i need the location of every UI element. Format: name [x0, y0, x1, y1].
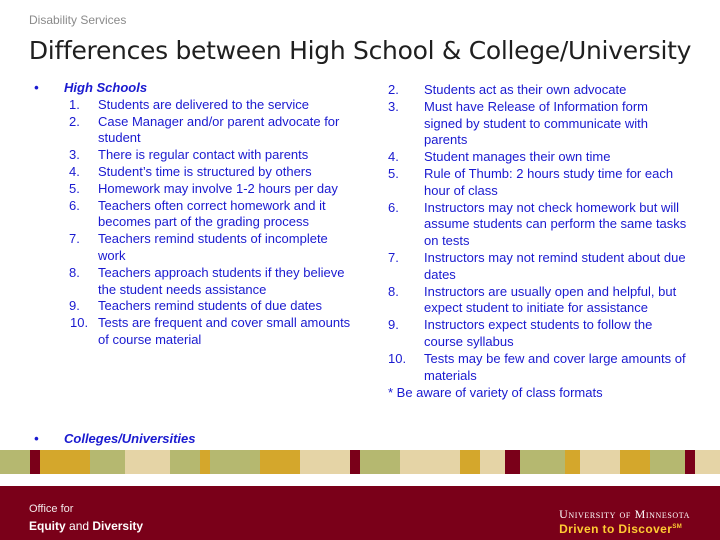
item-number: 2.	[388, 82, 399, 97]
band-segment	[125, 450, 170, 474]
university-name: University of Minnesota	[559, 507, 690, 521]
item-text: Must have Release of Information form signed by student to communicate with parents	[424, 98, 649, 148]
item-text: Case Manager and/or parent advocate for student	[98, 113, 340, 146]
item-number: 6.	[69, 197, 80, 213]
item-text: Rule of Thumb: 2 hours study time for each hour of class	[424, 165, 674, 198]
list-item	[388, 284, 688, 318]
item-number: 10.	[388, 350, 407, 366]
office-diversity: Diversity	[92, 519, 144, 533]
item-text: Homework may involve 1-2 hours per day	[98, 180, 338, 196]
item-text: Teachers approach students if they believe the student needs assistance	[98, 264, 345, 297]
item-number: 3.	[69, 147, 80, 163]
band-segment	[650, 450, 685, 474]
item-number: 4.	[69, 163, 80, 179]
band-segment	[460, 450, 480, 474]
item-text: Students act as their own advocate	[424, 82, 627, 97]
item-number: 9.	[69, 298, 80, 314]
service-mark: SM	[672, 524, 683, 530]
item-number: 10.	[70, 315, 89, 331]
band-segment	[170, 450, 200, 474]
item-text: Tests may be few and cover large amounts of materials	[424, 350, 686, 383]
item-number: 7.	[388, 249, 399, 265]
band-segment	[350, 450, 360, 474]
band-segment	[565, 450, 580, 474]
list-item	[34, 198, 352, 232]
list-item	[388, 99, 688, 149]
footer-bar	[0, 486, 720, 540]
band-segment	[480, 450, 505, 474]
item-text: Tests are frequent and cover small amounts of course material	[98, 315, 351, 347]
list-item	[388, 166, 688, 200]
bullet: •	[34, 80, 39, 95]
list-item	[388, 82, 688, 99]
item-text: Teachers remind students of incomplete work	[98, 231, 328, 263]
item-number: 9.	[388, 317, 399, 333]
list-item	[388, 250, 688, 284]
tagline-text: Driven to Discover	[559, 522, 673, 536]
band-segment	[0, 450, 30, 474]
colleges-heading: Colleges/Universities	[64, 431, 196, 446]
list-item	[388, 351, 688, 385]
high-schools-heading: High Schools	[64, 80, 148, 95]
slide-title: Differences between High School & College/University	[28, 36, 692, 65]
band-segment	[580, 450, 620, 474]
item-number: 8.	[388, 283, 399, 299]
band-segment	[260, 450, 300, 474]
list-item	[34, 315, 352, 349]
item-number: 5.	[388, 165, 399, 181]
item-text: Instructors expect students to follow the course syllabus	[424, 317, 653, 349]
high-schools-heading-row	[34, 80, 352, 97]
high-school-column	[34, 80, 352, 349]
college-column	[388, 82, 688, 402]
list-item	[34, 231, 352, 265]
band-segment	[40, 450, 90, 474]
item-text: There is regular contact with parents	[98, 147, 309, 163]
list-item	[34, 97, 352, 114]
item-text: Teachers remind students of due dates	[98, 298, 323, 314]
list-item	[388, 317, 688, 351]
office-and: and	[69, 519, 90, 533]
item-number: 3.	[388, 98, 399, 114]
band-segment	[520, 450, 565, 474]
header-label: Disability Services	[29, 13, 127, 27]
item-number: 1.	[69, 96, 80, 112]
list-item	[388, 200, 688, 250]
band-segment	[360, 450, 400, 474]
band-segment	[505, 450, 520, 474]
band-segment	[30, 450, 40, 474]
band-segment	[620, 450, 650, 474]
list-item	[34, 164, 352, 181]
band-segment	[400, 450, 460, 474]
item-number: 4.	[388, 149, 399, 165]
item-text: Students are delivered to the service	[98, 96, 310, 112]
university-logo	[559, 507, 690, 536]
item-text: Student manages their own time	[424, 149, 611, 165]
class-format-note: * Be aware of variety of class formats	[388, 385, 603, 401]
list-item	[388, 149, 688, 166]
band-segment	[90, 450, 125, 474]
item-number: 6.	[388, 199, 399, 215]
list-item	[34, 298, 352, 315]
item-number: 2.	[69, 113, 80, 129]
list-item	[34, 181, 352, 198]
list-item	[34, 147, 352, 164]
item-number: 7.	[69, 231, 80, 247]
item-text: Instructors may not check homework but will assume students can perform the same tasks on tests	[424, 199, 687, 249]
band-segment	[210, 450, 260, 474]
item-number: 8.	[69, 264, 80, 280]
office-line1: Office for	[29, 503, 74, 515]
item-number: 5.	[69, 180, 80, 196]
list-item	[34, 265, 352, 299]
decorative-color-band	[0, 450, 720, 474]
list-item	[34, 114, 352, 148]
item-text: Instructors may not remind student about due dates	[424, 249, 686, 282]
office-logo	[29, 501, 143, 535]
item-text: Student’s time is structured by others	[98, 163, 312, 179]
university-tagline	[559, 522, 690, 536]
office-equity: Equity	[29, 519, 66, 533]
band-segment	[300, 450, 350, 474]
colleges-heading-row	[34, 431, 352, 448]
item-text: Teachers often correct homework and it becomes part of the grading process	[98, 197, 326, 230]
bullet: •	[34, 431, 39, 446]
band-segment	[200, 450, 210, 474]
item-text: Instructors are usually open and helpful, but expect student to initiate for assistance	[424, 283, 677, 316]
band-segment	[685, 450, 695, 474]
band-segment	[695, 450, 720, 474]
